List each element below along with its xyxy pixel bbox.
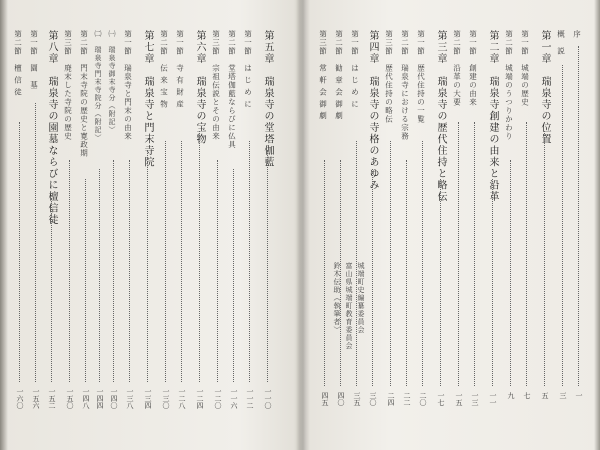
page-number: 三〇 [369,392,377,406]
toc-entry: 第三節 歴代住持の略伝 [384,30,394,124]
author-credit: 鈴木伝助（執筆者） [333,262,341,334]
page-number: 一四四 [96,388,104,409]
page-number: 一一六 [230,388,238,409]
page-number: 一四〇 [110,388,118,409]
dot-leader [390,141,391,387]
dot-leader [422,141,423,387]
page-number: 一五二 [48,388,56,409]
toc-entry: 第二節 門末寺院の歴史と寛政期 [79,30,89,158]
dot-leader [544,131,545,386]
toc-entry: ㈡ 瑞泉寺門末寺院分（附記） [94,30,102,142]
page-number: 一三 [471,392,479,406]
dot-leader [217,160,218,383]
dot-leader [267,150,268,382]
toc-entry: 第一節 創建の由来 [468,30,478,107]
toc-entry: 第六章 瑞泉寺の宝物 [194,30,205,145]
page-number: 一一二 [246,388,254,409]
toc-entry: 第一節 歴代住持の一覧 [416,30,426,124]
dot-leader [249,141,250,383]
toc-entry: 第三節 常 軒 会 御 劇 [318,30,328,121]
toc-entry: 第二節 沿革の大要 [452,30,462,107]
page-number: 一一 [489,392,497,406]
dot-leader [69,160,70,383]
right-page [305,0,600,450]
toc-entry: 第三章 瑞泉寺の歴代住持と略伝 [435,30,446,203]
page-number: 七 [523,392,531,399]
dot-leader [510,160,511,387]
toc-entry: 第一節 寺 有 財 産 [175,30,185,109]
toc-entry: 概 説 [556,30,566,56]
dot-leader [440,179,441,387]
dot-leader [406,160,407,387]
page-number: 三五 [353,392,361,406]
toc-entry: 第二節 城端のうつりかわり [504,30,514,141]
dot-leader [35,103,36,383]
toc-entry: 第二節 伝 来 宝 物 [159,30,169,109]
author-credit: 富山県城端町教育委員会 [345,262,353,350]
dot-leader [372,169,373,386]
dot-leader [492,179,493,387]
dot-leader [578,46,579,387]
page-number: 二〇 [419,392,427,406]
toc-entry: 第七章 瑞泉寺と門末寺院 [142,30,153,168]
toc-entry: 第一節 園 墓 [29,30,39,90]
dot-leader [147,150,148,382]
toc-entry: 第二節 堂塔伽藍ならびに仏具 [227,30,237,149]
author-credit: 城端町史編纂委員会 [357,262,365,334]
page-number: 一一〇 [264,388,272,409]
toc-entry: ㈠ 瑞泉寺御末寺分（附記） [108,30,116,134]
dot-leader [474,122,475,387]
page-number: 三 [559,392,567,399]
page-number: 一五〇 [66,388,74,409]
toc-entry: 第五章 瑞泉寺の堂塔伽藍 [262,30,273,168]
dot-leader [129,160,130,383]
page-number: 四〇 [337,392,345,406]
toc-entry: 第一節 は じ め に [350,30,360,109]
page-number: 一四八 [82,388,90,409]
page-number: 五 [541,392,549,399]
page-number: 一二〇 [214,388,222,409]
page-number: 九 [507,392,515,399]
page-number: 一 [575,392,583,399]
toc-entry: 第一節 城端の歴史 [520,30,530,107]
page-number: 一三八 [126,388,134,409]
dot-leader [181,141,182,383]
toc-entry: 第一節 は じ め に [243,30,253,109]
dot-leader [85,179,86,383]
page-number: 一三四 [144,388,152,409]
dot-leader [458,122,459,387]
page-number: 一三〇 [162,388,170,409]
page-number: 一二四 [196,388,204,409]
toc-entry: 第二章 瑞泉寺創建の由来と沿革 [487,30,498,203]
toc-entry: 第三節 廃末した寺院の歴史 [63,30,73,141]
dot-leader [99,169,100,382]
dot-leader [113,160,114,383]
dot-leader [51,198,52,383]
dot-leader [233,169,234,382]
toc-entry: 第一章 瑞泉寺の位置 [539,30,550,145]
page-number: 一二八 [178,388,186,409]
dot-leader [199,131,200,382]
toc-entry: 第八章 瑞泉寺の園墓ならびに檀信徒 [46,30,57,226]
toc-entry: 序 [572,30,582,39]
page-number: 二四 [387,392,395,406]
page-number: 一五六 [32,388,40,409]
page-number: 一五 [455,392,463,406]
page-number: 二二 [403,392,411,406]
toc-entry: 第二節 勧 章 会 御 劇 [334,30,344,121]
page-number: 一六〇 [16,388,24,409]
page-number: 一七 [437,392,445,406]
toc-entry: 第一節 瑞泉寺と門末の由来 [123,30,133,141]
dot-leader [526,122,527,387]
dot-leader [562,65,563,387]
toc-entry: 第二節 檀 信 徒 [13,30,23,97]
page-number: 四五 [321,392,329,406]
dot-leader [165,141,166,383]
dot-leader [324,160,325,387]
toc-entry: 第二節 瑞泉寺における宗務 [400,30,410,141]
toc-entry: 第四章 瑞泉寺の寺格のあゆみ [367,30,378,191]
toc-entry: 第三節 宗祖伝説とその由来 [211,30,221,141]
dot-leader [19,122,20,383]
